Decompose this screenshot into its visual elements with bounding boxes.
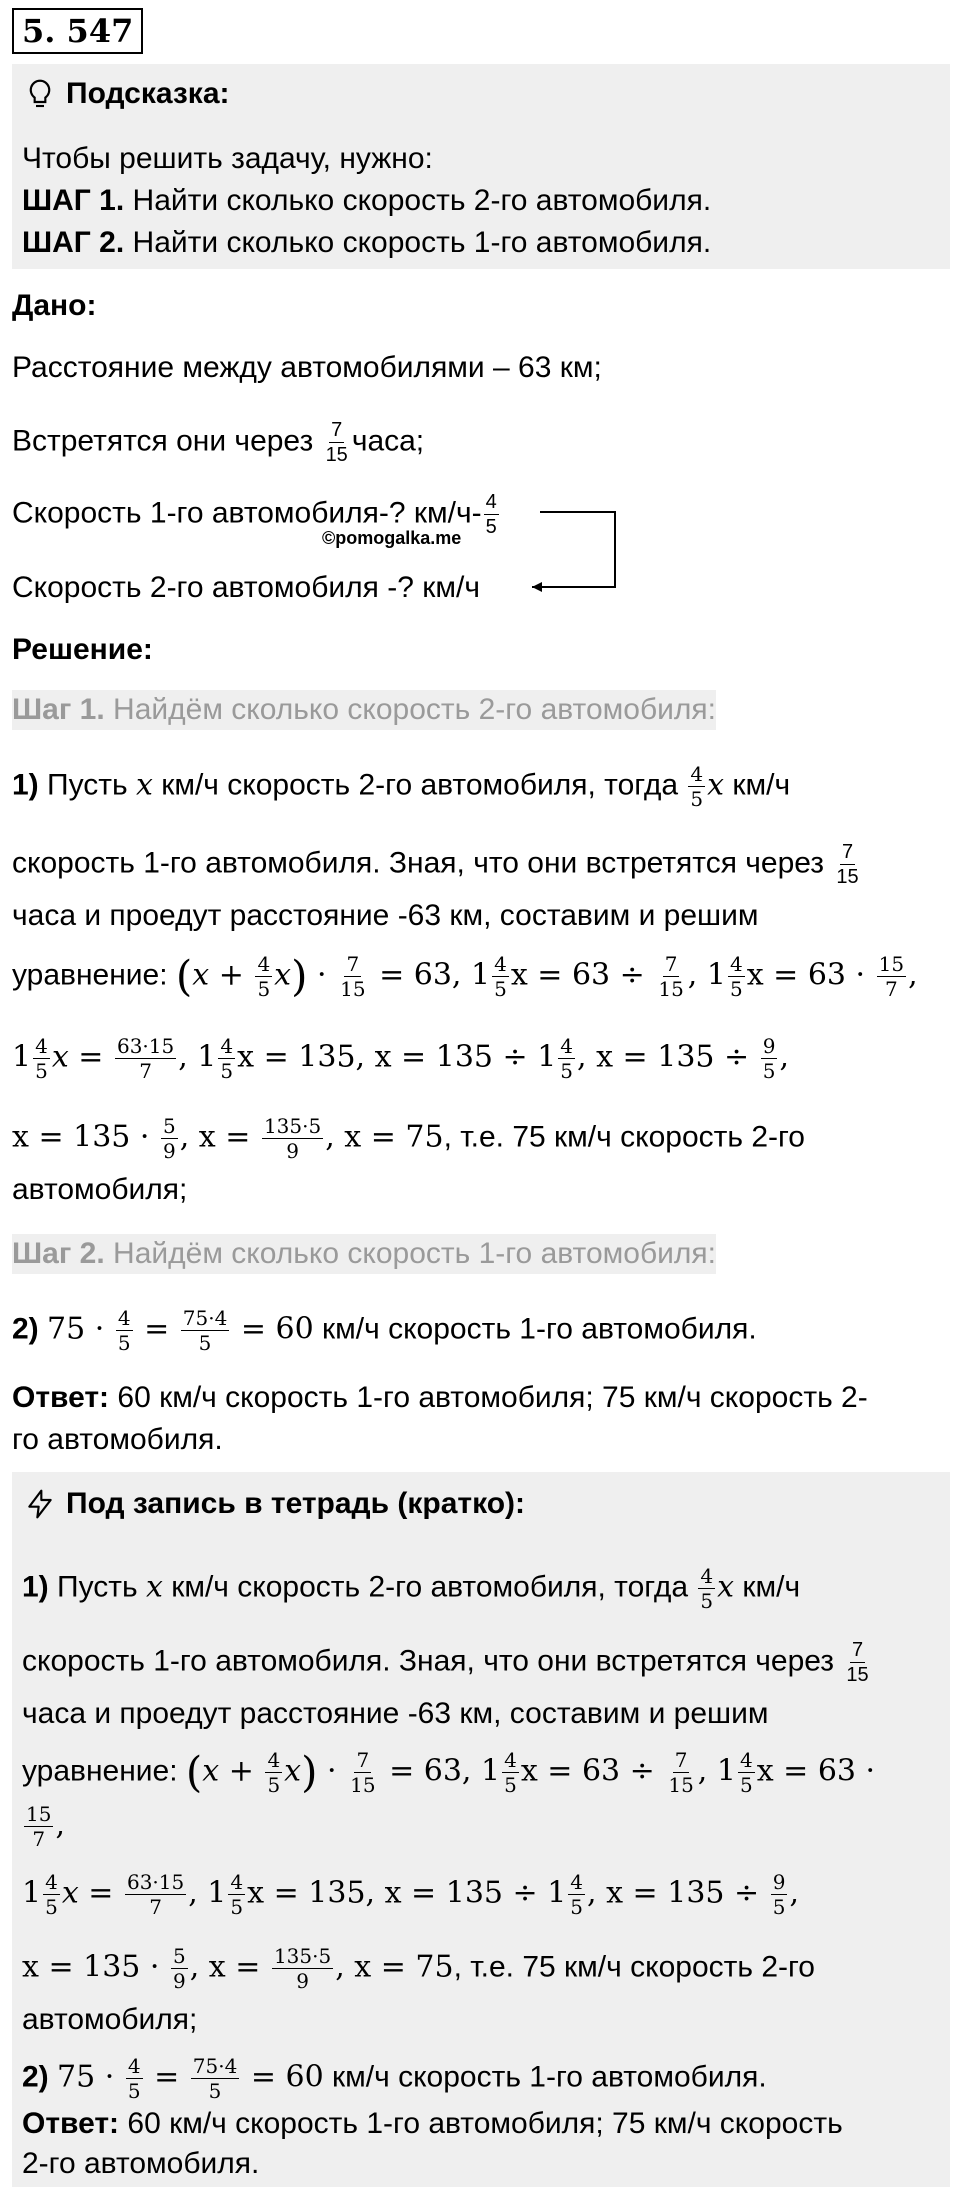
notebook-answer: Ответ: 60 км/ч скорость 1-го автомобиля; 75 км/ч скорость (22, 2107, 843, 2140)
hint-step1: ШАГ 1. Найти сколько скорость 2-го автомобиля. (22, 184, 712, 217)
problem-number: 5. 547 (12, 8, 143, 54)
notebook-title-row (24, 1484, 525, 1524)
solution-title: Решение: (12, 633, 153, 666)
solution-p1-last: автомобиля; (12, 1173, 188, 1206)
fraction-4-5: $\frac{4}{5}$ (485, 491, 497, 538)
solution-p1-line2: скорость 1-го автомобиля. Зная, что они встретятся через $\frac{7}{15}$ (12, 841, 859, 888)
hint-box (12, 64, 950, 269)
notebook-p1-line2: скорость 1-го автомобиля. Зная, что они встретятся через $\frac{7}{15}$ (22, 1639, 869, 1686)
solution-equation-3: x = 135 · $\frac{5}{9}$ , x = $\frac{135\cdot 5}{9}$ , x = 75, т.е. 75 км/ч скорость 2-го (12, 1114, 805, 1163)
hint-title-row (24, 74, 230, 114)
solution-p1-line1: 1) Пусть x км/ч скорость 2-го автомобиля, тогда $\frac{4}{5}$ x км/ч (12, 762, 791, 811)
fraction-7-15: $\frac{7}{15}$ (325, 419, 348, 466)
notebook-title: Под запись в тетрадь (кратко): (66, 1487, 526, 1520)
notebook-p1-last: автомобиля; (22, 2003, 198, 2036)
given-title: Дано: (12, 289, 97, 322)
hint-title: Подсказка: (66, 77, 230, 110)
lightning-icon (24, 1488, 56, 1520)
solution-answer: Ответ: 60 км/ч скорость 1-го автомобиля; 75 км/ч скорость 2- (12, 1381, 868, 1414)
given-distance: Расстояние между автомобилями – 63 км; (12, 351, 602, 384)
solution-equation-1: уравнение: (x + $\frac{4}{5}$ x) · $\frac{7}{15}$ = 63, 1 $\frac{4}{5}$ x = 63 ÷ $\frac{7}{15}$ , 1 $\frac{4}{5}$ x = 63 · $\frac{15}{7}$ , (12, 951, 918, 1001)
solution-step2-label: Шаг 2. Найдём сколько скорость 1-го автомобиля: (12, 1234, 716, 1274)
notebook-equation-1: уравнение: (x + $\frac{4}{5}$ x) · $\frac{7}{15}$ = 63, 1 $\frac{4}{5}$ x = 63 ÷ $\frac{7}{15}$ , 1 $\frac{4}{5}$ x = 63 · (22, 1747, 876, 1797)
notebook-box (12, 1472, 950, 2187)
solution-p1-line3: часа и проедут расстояние -63 км, составим и решим (12, 899, 759, 932)
notebook-equation-1b: $\frac{15}{7}$ , (26, 1802, 65, 1851)
solution-step1-label: Шаг 1. Найдём сколько скорость 2-го автомобиля: (12, 690, 716, 730)
given-speed1: Скорость 1-го автомобиля-? км/ч- $\frac{4}{5}$ (12, 491, 497, 538)
watermark: ©pomogalka.me (322, 528, 462, 548)
given-time: Встретятся они через $\frac{7}{15}$ часа; (12, 419, 425, 466)
notebook-equation-3: x = 135 · $\frac{5}{9}$ , x = $\frac{135\cdot 5}{9}$ , x = 75, т.е. 75 км/ч скорость 2-го (22, 1944, 815, 1993)
notebook-p2: 2) 75 · $\frac{4}{5}$ = $\frac{75\cdot 4}{5}$ = 60 км/ч скорость 1-го автомобиля. (22, 2054, 767, 2103)
hint-step2: ШАГ 2. Найти сколько скорость 1-го автомобиля. (22, 226, 712, 259)
given-speed2: Скорость 2-го автомобиля -? км/ч (12, 571, 480, 604)
hint-intro: Чтобы решить задачу, нужно: (22, 142, 433, 175)
solution-p2: 2) 75 · $\frac{4}{5}$ = $\frac{75\cdot 4}{5}$ = 60 км/ч скорость 1-го автомобиля. (12, 1306, 757, 1355)
notebook-answer-line2: 2-го автомобиля. (22, 2147, 260, 2180)
notebook-equation-2: 1 $\frac{4}{5}$ x = $\frac{63\cdot 15}{7}$ , 1 $\frac{4}{5}$ x = 135, x = 135 ÷ 1 $\frac{4}{5}$ , x = 135 ÷ $\frac{9}{5}$ , (22, 1870, 799, 1919)
lightbulb-icon (24, 78, 56, 110)
notebook-p1-line3: часа и проедут расстояние -63 км, составим и решим (22, 1697, 769, 1730)
bracket-arrow (520, 500, 620, 600)
solution-answer-line2: го автомобиля. (12, 1423, 223, 1456)
solution-equation-2: 1 $\frac{4}{5}$ x = $\frac{63\cdot 15}{7}$ , 1 $\frac{4}{5}$ x = 135, x = 135 ÷ 1 $\frac{4}{5}$ , x = 135 ÷ $\frac{9}{5}$ , (12, 1034, 789, 1083)
notebook-p1-line1: 1) Пусть x км/ч скорость 2-го автомобиля, тогда $\frac{4}{5}$ x км/ч (22, 1564, 801, 1613)
